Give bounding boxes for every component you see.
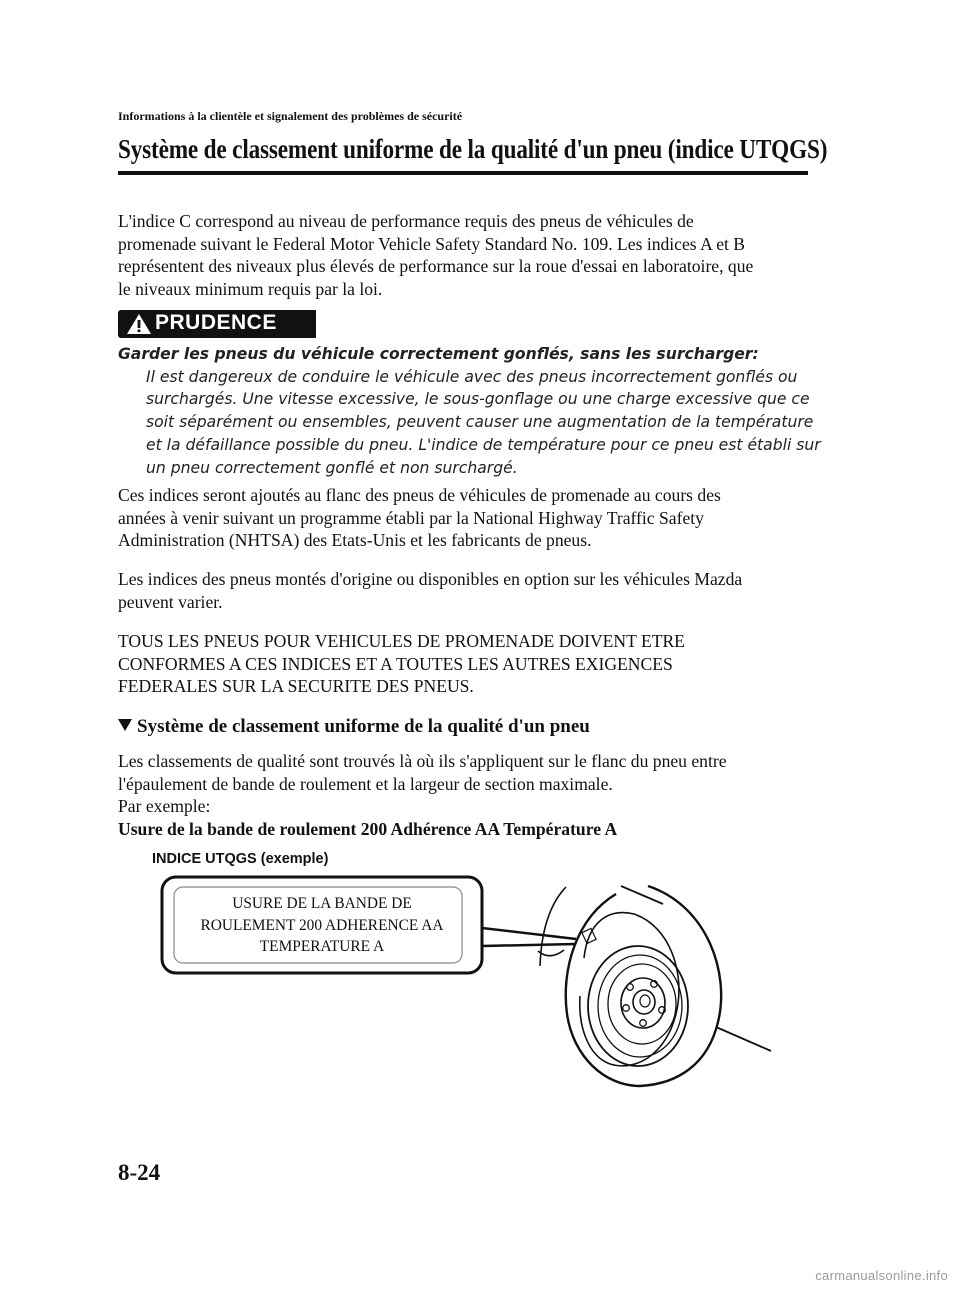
section-label: Informations à la clientèle et signalement des problèmes de sécurité	[118, 109, 463, 123]
text-line: Il est dangereux de conduire le véhicule avec des pneus incorrectement gonflés ou	[146, 367, 798, 386]
text-line: Les indices des pneus montés d'origine ou disponibles en option sur les véhicules Mazda	[118, 569, 743, 589]
title-rule	[118, 171, 808, 175]
figure-caption: INDICE UTQGS (exemple)	[152, 851, 329, 867]
warning-triangle-icon	[126, 313, 152, 335]
requirements-paragraph	[118, 630, 818, 698]
text-line: Les classements de qualité sont trouvés là où ils s'appliquent sur le flanc du pneu entre	[118, 751, 727, 771]
example-line: Usure de la bande de roulement 200 Adhérence AA Température A	[118, 818, 618, 839]
text-line: l'épaulement de bande de roulement et la largeur de section maximale.	[118, 773, 613, 794]
caution-text	[118, 366, 821, 480]
caution-badge	[118, 310, 316, 338]
triangle-down-icon	[118, 719, 132, 731]
caution-body	[118, 343, 821, 479]
text-line: représentent des niveaux plus élevés de performance sur la roue d'essai en laboratoire, que	[118, 256, 754, 277]
text-line: promenade suivant le Federal Motor Vehicle Safety Standard No. 109. Les indices A et B	[118, 233, 746, 254]
subsection-heading-text: Système de classement uniforme de la qualité d'un pneu	[137, 716, 590, 737]
tire-illustration	[118, 846, 818, 1106]
text-line: FEDERALES SUR LA SECURITE DES PNEUS.	[118, 676, 474, 697]
callout-line: ROULEMENT 200 ADHERENCE AA	[200, 916, 444, 934]
text-line: années à venir suivant un programme établi par la National Highway Traffic Safety	[118, 507, 704, 528]
page-title: Système de classement uniforme de la qualité d'un pneu (indice UTQGS)	[118, 134, 828, 164]
callout-line: USURE DE LA BANDE DE	[232, 895, 412, 912]
text-line: CONFORMES A CES INDICES ET A TOUTES LES AUTRES EXIGENCES	[118, 653, 673, 674]
text-line: L'indice C correspond au niveau de performance requis des pneus de véhicules de	[118, 211, 694, 231]
nhtsa-paragraph	[118, 484, 818, 552]
utqgs-figure	[118, 846, 818, 1106]
text-line: Ces indices seront ajoutés au flanc des pneus de véhicules de promenade au cours des	[118, 485, 721, 505]
text-line: un pneu correctement gonflé et non surchargé.	[146, 458, 518, 477]
text-line: Administration (NHTSA) des Etats-Unis et les fabricants de pneus.	[118, 530, 592, 551]
callout-line: TEMPERATURE A	[259, 938, 385, 955]
callout-text	[178, 893, 466, 958]
text-line: soit séparément ou ensembles, peuvent causer une augmentation de la température	[146, 413, 814, 432]
text-line: et la défaillance possible du pneu. L'indice de température pour ce pneu est établi sur	[146, 435, 821, 454]
page-number: 8-24	[118, 1160, 161, 1185]
watermark: carmanualsonline.info	[815, 1268, 948, 1283]
text-line: peuvent varier.	[118, 591, 223, 612]
text-line: le niveaux minimum requis par la loi.	[118, 278, 383, 299]
mazda-paragraph	[118, 568, 818, 613]
text-line: TOUS LES PNEUS POUR VEHICULES DE PROMENADE DOIVENT ETRE	[118, 631, 685, 651]
subsection-heading	[118, 716, 590, 738]
intro-paragraph	[118, 210, 818, 300]
text-line: Par exemple:	[118, 796, 211, 817]
text-line: surchargés. Une vitesse excessive, le sous-gonflage ou une charge excessive que ce	[146, 390, 810, 409]
subsection-paragraph	[118, 750, 818, 840]
caution-label: PRUDENCE	[155, 311, 277, 334]
caution-heading: Garder les pneus du véhicule correctement gonflés, sans les surcharger:	[118, 345, 759, 363]
